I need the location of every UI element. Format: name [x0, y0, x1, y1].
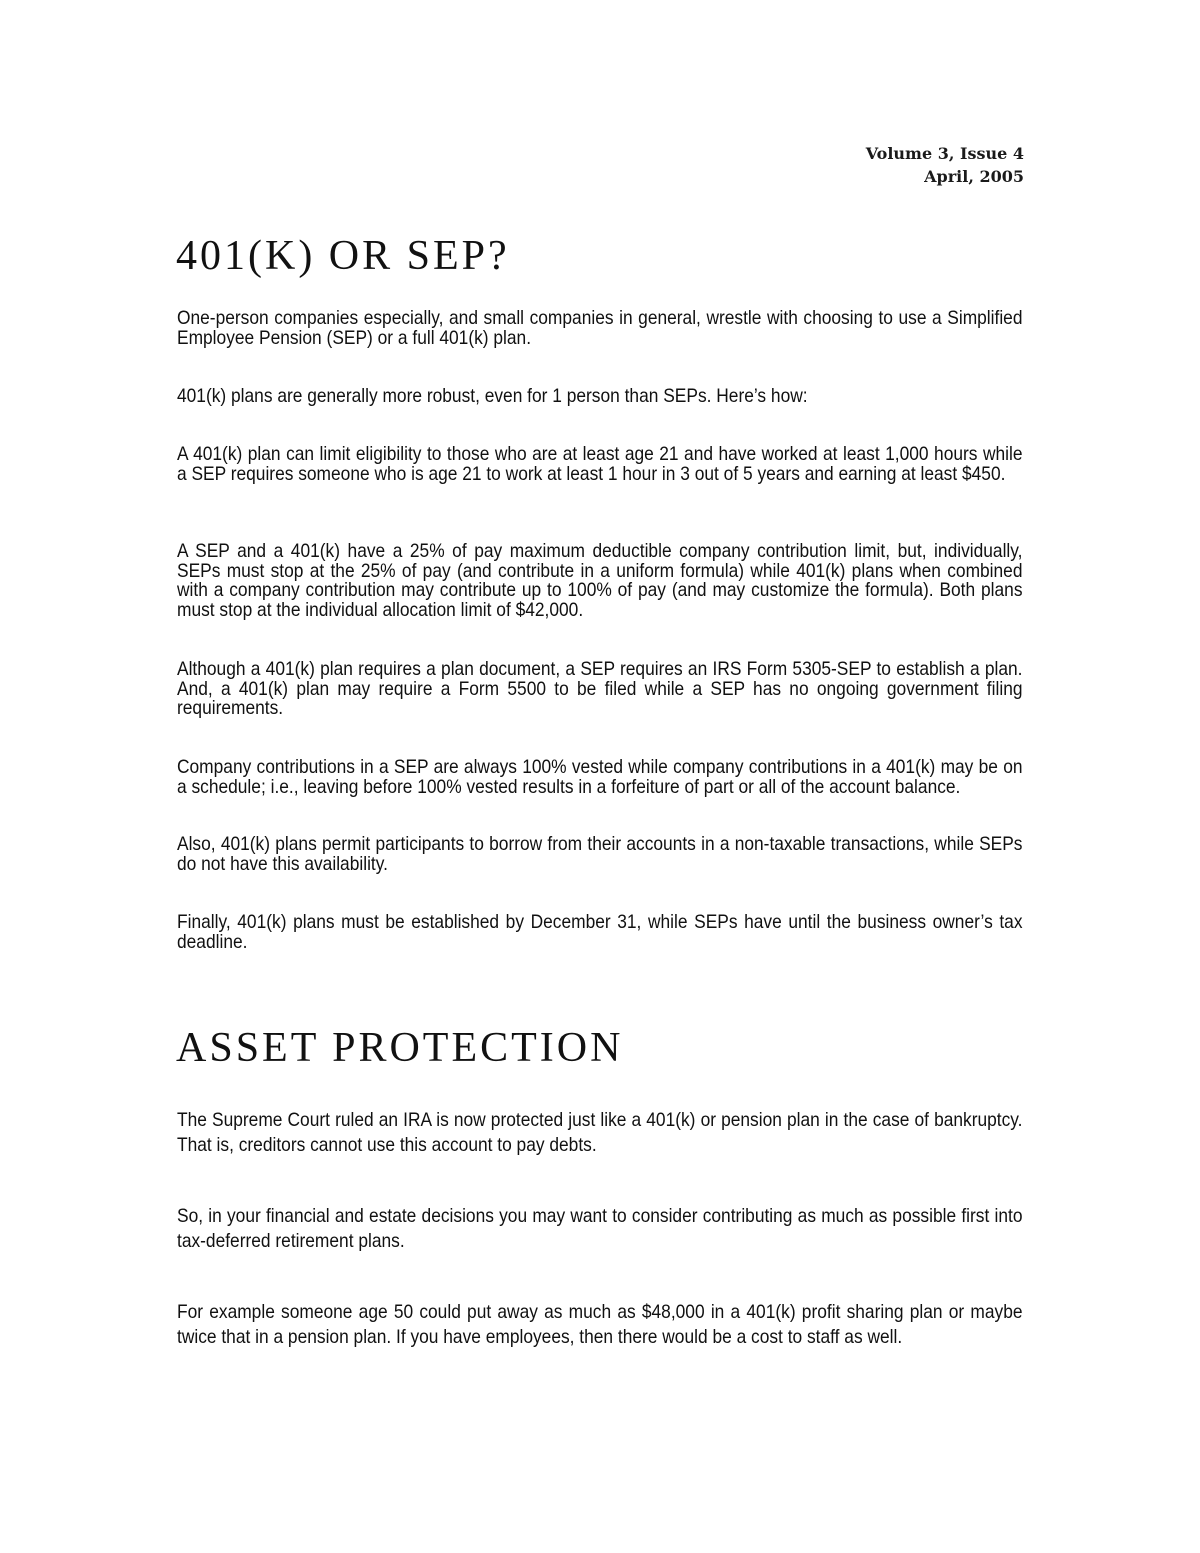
paragraph: For example someone age 50 could put away as much as $48,000 in a 401(k) profit sharing plan or maybe twice that in a pension plan. If you have employees, then there would be a cost to staff as well.	[177, 1301, 1023, 1348]
paragraph: Finally, 401(k) plans must be established by December 31, while SEPs have until the business owner’s tax deadline.	[177, 911, 1023, 953]
paragraph: A 401(k) plan can limit eligibility to those who are at least age 21 and have worked at least 1,000 hours while a SEP requires someone who is age 21 to work at least 1 hour in 3 out of 5 years and earning at least $450.	[177, 443, 1023, 485]
paragraph: A SEP and a 401(k) have a 25% of pay maximum deductible company contribution limit, but, individually, SEPs must stop at the 25% of pay (and contribute in a uniform formula) while 401(k) plans when combined with a company contribution may contribute up to 100% of pay (and may customize the formula). Both plans must stop at the individual allocation limit of $42,000.	[177, 540, 1023, 621]
section-title-401k-or-sep: 401(K) OR SEP?	[176, 233, 510, 279]
volume-issue: Volume 3, Issue 4	[865, 144, 1024, 163]
issue-date: April, 2005	[924, 167, 1024, 186]
paragraph: So, in your financial and estate decisions you may want to consider contributing as much as possible first into tax-deferred retirement plans.	[177, 1205, 1023, 1252]
issue-info	[866, 142, 1024, 188]
paragraph: 401(k) plans are generally more robust, even for 1 person than SEPs. Here’s how:	[177, 385, 808, 407]
paragraph: The Supreme Court ruled an IRA is now protected just like a 401(k) or pension plan in the case of bankruptcy. That is, creditors cannot use this account to pay debts.	[177, 1109, 1023, 1156]
paragraph: One-person companies especially, and small companies in general, wrestle with choosing to use a Simplified Employee Pension (SEP) or a full 401(k) plan.	[177, 307, 1023, 349]
section-title-asset-protection: ASSET PROTECTION	[176, 1025, 624, 1071]
paragraph: Although a 401(k) plan requires a plan document, a SEP requires an IRS Form 5305-SEP to establish a plan. And, a 401(k) plan may require a Form 5500 to be filed while a SEP has no ongoing government filing requirements.	[177, 658, 1023, 719]
paragraph: Also, 401(k) plans permit participants to borrow from their accounts in a non-taxable transactions, while SEPs do not have this availability.	[177, 833, 1023, 875]
paragraph: Company contributions in a SEP are always 100% vested while company contributions in a 401(k) may be on a schedule; i.e., leaving before 100% vested results in a forfeiture of part or all of the account balance.	[177, 756, 1023, 798]
